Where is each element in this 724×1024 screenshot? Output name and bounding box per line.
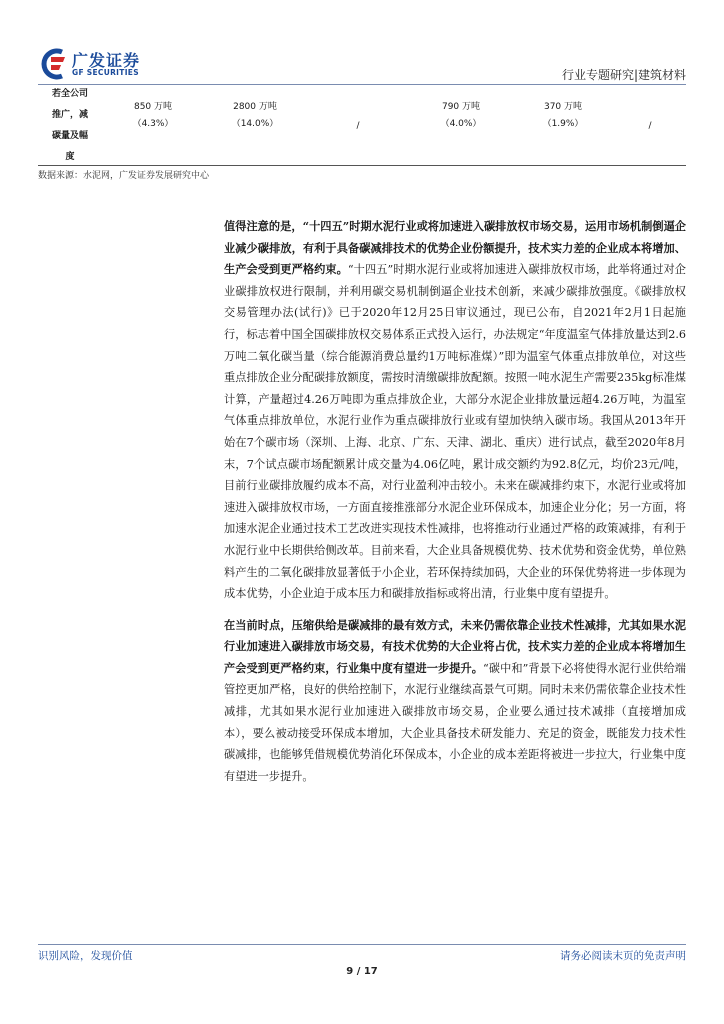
table-cell: 2800 万吨 （14.0%）: [231, 102, 279, 129]
table-cell: 790 万吨 （4.0%）: [440, 102, 482, 129]
table-row: [38, 84, 686, 168]
data-source-note: 数据来源：水泥网，广发证券发展研究中心: [38, 171, 210, 181]
paragraph-lead: 在当前时点，压缩供给是碳减排的最有效方式，未来仍需依靠企业技术性减排，尤其如果水泥行业加速进入碳排放市场交易，有技术优势的大企业将占优，技术实力差的企业成本将增加生产会受到更严格约束，行业集中度有望进一步提升。: [224, 617, 686, 675]
company-logo: [38, 46, 158, 82]
logo-chinese-name: 广发证券: [72, 51, 141, 70]
table-cell: /: [648, 120, 652, 131]
page-header: [38, 46, 686, 84]
row-header: 若全公司 推广，减 碳量及幅 度: [51, 89, 88, 162]
paragraph-text: “十四五”时期水泥行业或将加速进入碳排放权市场，此举将通过对企业碳排放权进行限制，并利用碳交易机制倒逼企业技术创新，来减少碳排放强度。《碳排放权交易管理办法(试行)》已于2020年12月25日审议通过，现已公布，自2021年2月1日起施行，标志着中国全国碳排放权交易体系正式投入运行，办法规定“年度温室气体排放量达到2.6万吨二氧化碳当量（综合能源消费总量约1万吨标准煤）”即为温室气体重点排放单位，对这些重点排放企业分配碳排放额度，需按时清缴碳排放配额。按照一吨水泥生产需要235kg标准煤计算，产量超过4.26万吨即为重点排放企业，大部分水泥企业排放量远超4.26万吨，为温室气体重点排放单位，水泥行业作为重点碳排放行业或有望加快纳入碳市场。我国从2013年开始在7个碳市场（深圳、上海、北京、广东、天津、湖北、重庆）进行试点，截至2020年8月末，7个试点碳市场配额累计成交量为4.06亿吨，累计成交额约为92.8亿元，均价23元/吨，目前行业碳排放履约成本不高，对行业盈利冲击较小。未来在碳减排约束下，水泥行业或将加速进入碳排放权市场，一方面直接推涨部分水泥企业环保成本，加速企业分化；另一方面，将加速水泥企业通过技术工艺改进实现技术性减排，也将推动行业通过严格的政策减排，有利于水泥行业中长期供给侧改革。目前来看，大企业具备规模优势、技术优势和资金优势，单位熟料产生的二氧化碳排放显著低于小企业，若环保持续加码，大企业的环保优势将进一步体现为成本优势，小企业迫于成本压力和碳排放指标或将出清，行业集中度有望提升。: [224, 263, 686, 601]
data-table: [38, 84, 686, 168]
report-category: 行业专题研究|建筑材料: [561, 68, 686, 82]
paragraph-lead: 值得注意的是，“十四五”时期水泥行业或将加速进入碳排放权市场交易，运用市场机制倒逼企业减少碳排放，有利于具备碳减排技术的优势企业份额提升，技术实力差的企业成本将增加、生产会受到更严格约束。: [224, 219, 686, 277]
footer-disclaimer-note: 请务必阅读末页的免责声明: [560, 950, 686, 962]
footer-divider: [38, 944, 686, 945]
table-bottom-rule: [38, 165, 686, 166]
gf-logo-icon: [38, 48, 68, 80]
logo-english-name: GF SECURITIES: [72, 68, 139, 77]
page-number: 9 / 17: [346, 966, 378, 977]
paragraph: [224, 615, 686, 788]
table-cell: 850 万吨 （4.3%）: [132, 102, 174, 129]
paragraph: [224, 216, 686, 605]
table-cell: 370 万吨 （1.9%）: [542, 102, 584, 129]
paragraph-text: “碳中和”背景下必将使得水泥行业供给端管控更加严格，良好的供给控制下，水泥行业继续高景气可期。同时未来仍需依靠企业技术性减排，尤其如果水泥行业加速进入碳排放市场交易，企业要么通过技术减排（直接增加成本），要么被动接受环保成本增加，大企业具备技术研发能力、充足的资金，既能发力技术性碳减排，也能够凭借规模优势消化环保成本，小企业的成本差距将被进一步拉大，行业集中度有望进一步提升。: [224, 661, 686, 783]
table-cell: /: [356, 120, 360, 131]
article-body: [224, 216, 686, 797]
footer-slogan: 识别风险，发现价值: [38, 950, 133, 962]
